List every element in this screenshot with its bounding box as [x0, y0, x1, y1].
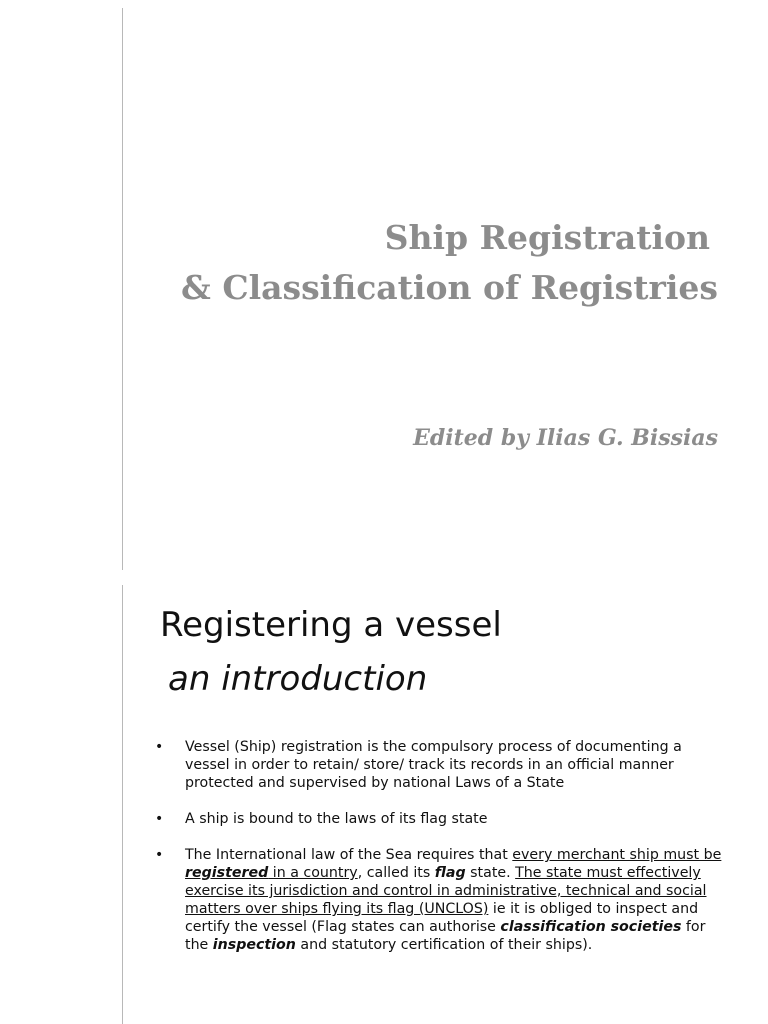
bullet-text: [185, 847, 721, 953]
bullet-text: A ship is bound to the laws of its flag state: [185, 811, 488, 827]
title-line-1: Ship Registration: [384, 218, 710, 257]
title-line-2: & Classification of Registries: [181, 268, 718, 307]
bullet-text-run: for the: [185, 919, 706, 953]
list-item: [155, 846, 727, 954]
slide-2-left-rule: [122, 585, 123, 1024]
slide-1-title: [181, 215, 718, 315]
list-item: [155, 738, 727, 792]
slide-1-left-rule: [122, 8, 123, 570]
heading-line-1: Registering a vessel: [160, 605, 502, 645]
emphasis-inspection: inspection: [212, 937, 296, 953]
emphasis-registered: registered: [185, 865, 269, 881]
emphasis-classification-societies: classification societies: [500, 919, 682, 935]
bullet-list: [155, 738, 727, 972]
slide-2-heading: [160, 598, 502, 706]
underlined-state-clause: The state must effectively exercise its jurisdiction and control in administrative, technical and social matters over ships flying its flag (UNCLOS): [185, 865, 707, 917]
bullet-text-run: , called its: [357, 865, 435, 881]
underlined-text: every merchant ship must be: [512, 847, 722, 863]
bullet-icon: •: [155, 847, 164, 863]
bullet-text-run: and statutory certification of their ships).: [295, 937, 593, 953]
bullet-text-run: state.: [465, 865, 516, 881]
slide-1-subtitle: Edited by Ilias G. Bissias: [413, 425, 718, 451]
bullet-icon: •: [155, 739, 164, 755]
bullet-text-run: ie it is obliged to inspect and certify the vessel (Flag states can authorise: [185, 901, 699, 935]
list-item: [155, 810, 727, 828]
emphasis-flag: flag: [434, 865, 466, 881]
bullet-text: Vessel (Ship) registration is the compulsory process of documenting a vessel in order to retain/ store/ track its records in an official manner protected and supervised by national Laws of a State: [185, 739, 682, 791]
bullet-text-run: The International law of the Sea requires that: [185, 847, 513, 863]
heading-line-2: an introduction: [168, 659, 428, 699]
underlined-text-end: in a country: [268, 865, 358, 881]
bullet-icon: •: [155, 811, 164, 827]
